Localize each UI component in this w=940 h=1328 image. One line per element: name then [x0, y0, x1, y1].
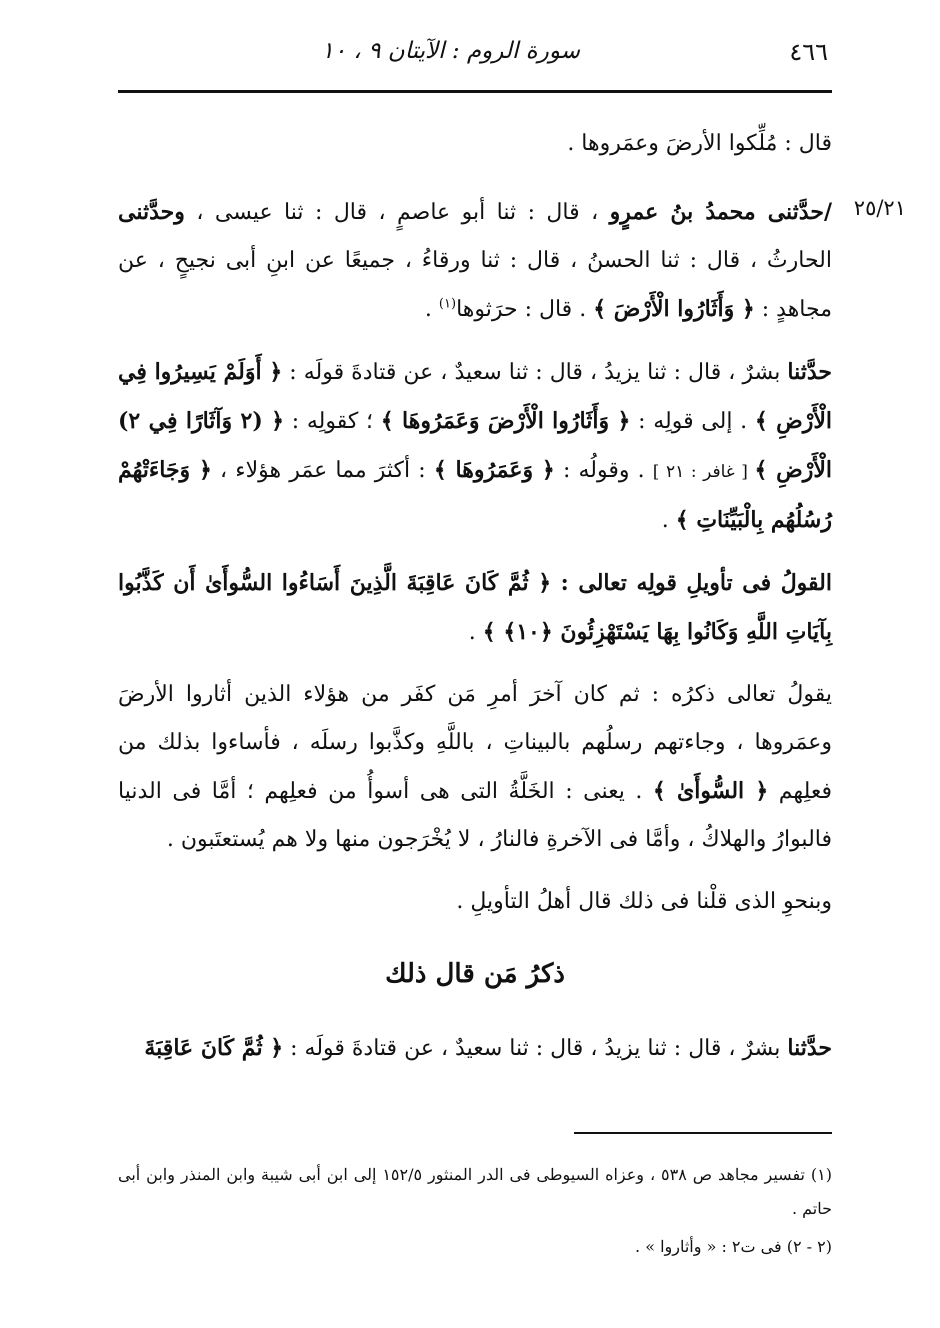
main-text: [118, 120, 832, 1087]
paragraph-1: قال : مُلِّكوا الأرضَ وعمَروها .: [567, 131, 832, 156]
section-heading: ذكرُ مَن قال ذلك: [385, 959, 565, 989]
footnote-rule: [574, 1132, 832, 1134]
section-intro: القولُ فى تأويلِ قولِه تعالى :: [560, 570, 832, 596]
footnote-marker: (١): [438, 296, 457, 312]
page-number: ٤٦٦: [789, 38, 828, 66]
footnotes: [118, 1158, 832, 1268]
quran-quote: ﴿ أَوَلَمْ يَسِيرُوا فِي الْأَرْضِ ﴾: [118, 359, 833, 434]
paragraph-7: حدَّثنا بشرٌ ، قال : ثنا يزيدُ ، قال : ثنا سعيدٌ ، عن قتادةَ قولَه : ﴿ ثُمَّ كَانَ عَاقِبَةَ: [144, 1035, 832, 1061]
quran-quote: ﴿ وَأَثَارُوا الْأَرْضَ ﴾: [593, 296, 755, 322]
header-rule: [118, 90, 832, 93]
running-title: سورة الروم : الآيتان ٩ ، ١٠: [321, 38, 580, 64]
quran-quote: ﴿ ثُمَّ كَانَ عَاقِبَةَ: [144, 1035, 284, 1061]
quran-quote: ﴿ السُّوأَىٰ ﴾: [652, 778, 769, 804]
quran-quote: ﴿ وَأَثَارُوا الْأَرْضَ وَعَمَرُوهَا ﴾: [380, 408, 631, 434]
quran-quote: ﴿ وَجَاءَتْهُمْ رُسُلُهُم بِالْبَيِّنَاتِ ﴾: [118, 457, 832, 533]
paragraph-6: وبنحوِ الذى قلْنا فى ذلك قال أهلُ التأويلِ .: [456, 889, 832, 914]
quran-quote: ﴿ ثُمَّ كَانَ عَاقِبَةَ الَّذِينَ أَسَاءُوا السُّوأَىٰ أَن كَذَّبُوا بِآيَاتِ اللَّهِ وَكَانُوا بِهَا يَسْتَهْزِئُونَ ﴿١٠﴾ ﴾: [118, 570, 832, 645]
footnote-1: (١) تفسير مجاهد ص ٥٣٨ ، وعزاه السيوطى فى الدر المنثور ١٥٢/٥ إلى ابن أبى شيبة وابن المنذر وابن أبى حاتم .: [118, 1165, 833, 1218]
quran-quote: ﴿ (٢ وَآثَارًا فِي ٢) الْأَرْضِ ﴾: [118, 408, 833, 483]
page-header: [118, 34, 830, 82]
paragraph-2: /حدَّثنى محمدُ بنُ عمرٍو ، قال : ثنا أبو عاصمٍ ، قال : ثنا عيسى ، وحدَّثنى الحارثُ ، قال : ثنا الحسنُ ، قال : ثنا ورقاءُ ، جميعًا عن ابنِ أبى نجيحٍ ، عن مجاهدٍ : ﴿ وَأَثَارُوا الْأَرْضَ ﴾ . قال : حرَثوها$^{(١)}$ .: [118, 199, 832, 322]
margin-reference: ٢٥/٢١: [853, 196, 906, 220]
paragraph-5: يقولُ تعالى ذكرُه : ثم كان آخرَ أمرِ مَن كفَر من هؤلاء الذين أثاروا الأرضَ وعمَروها ، وجاءتهم رسلُهم بالبيناتِ ، باللَّهِ وكذَّبوا رسلَه ، فأساءوا بذلك من فعلِهم ﴿ السُّوأَىٰ ﴾ . يعنى : الخَلَّةُ التى هى أسوأُ من فعلِهم ؛ أمَّا فى الدنيا فالبوارُ والهلاكُ ، وأمَّا فى الآخرةِ فالنارُ ، لا يُخْرَجون منها ولا هم يُستعتَبون .: [118, 682, 832, 852]
quran-quote: ﴿ وَعَمَرُوهَا ﴾: [433, 457, 555, 483]
surah-reference: [ غافر : ٢١ ]: [652, 462, 755, 482]
paragraph-4: القولُ فى تأويلِ قولِه تعالى : ﴿ ثُمَّ كَانَ عَاقِبَةَ الَّذِينَ أَسَاءُوا السُّوأَىٰ أَن كَذَّبُوا بِآيَاتِ اللَّهِ وَكَانُوا بِهَا يَسْتَهْزِئُونَ ﴿١٠﴾ ﴾ .: [118, 570, 832, 645]
paragraph-3: حدَّثنا بشرٌ ، قال : ثنا يزيدُ ، قال : ثنا سعيدٌ ، عن قتادةَ قولَه : ﴿ أَوَلَمْ يَسِيرُوا فِي الْأَرْضِ ﴾ . إلى قولِه : ﴿ وَأَثَارُوا الْأَرْضَ وَعَمَرُوهَا ﴾ ؛ كقولِه : ﴿ (٢ وَآثَارًا فِي ٢) الْأَرْضِ ﴾ [ غافر : ٢١ ] . وقولُه : ﴿ وَعَمَرُوهَا ﴾ : أكثرَ مما عمَر هؤلاء ، ﴿ وَجَاءَتْهُمْ رُسُلُهُم بِالْبَيِّنَاتِ ﴾ .: [118, 359, 833, 533]
footnote-2: (٢ - ٢) فى ت٢ : « وأثاروا » .: [635, 1237, 832, 1256]
